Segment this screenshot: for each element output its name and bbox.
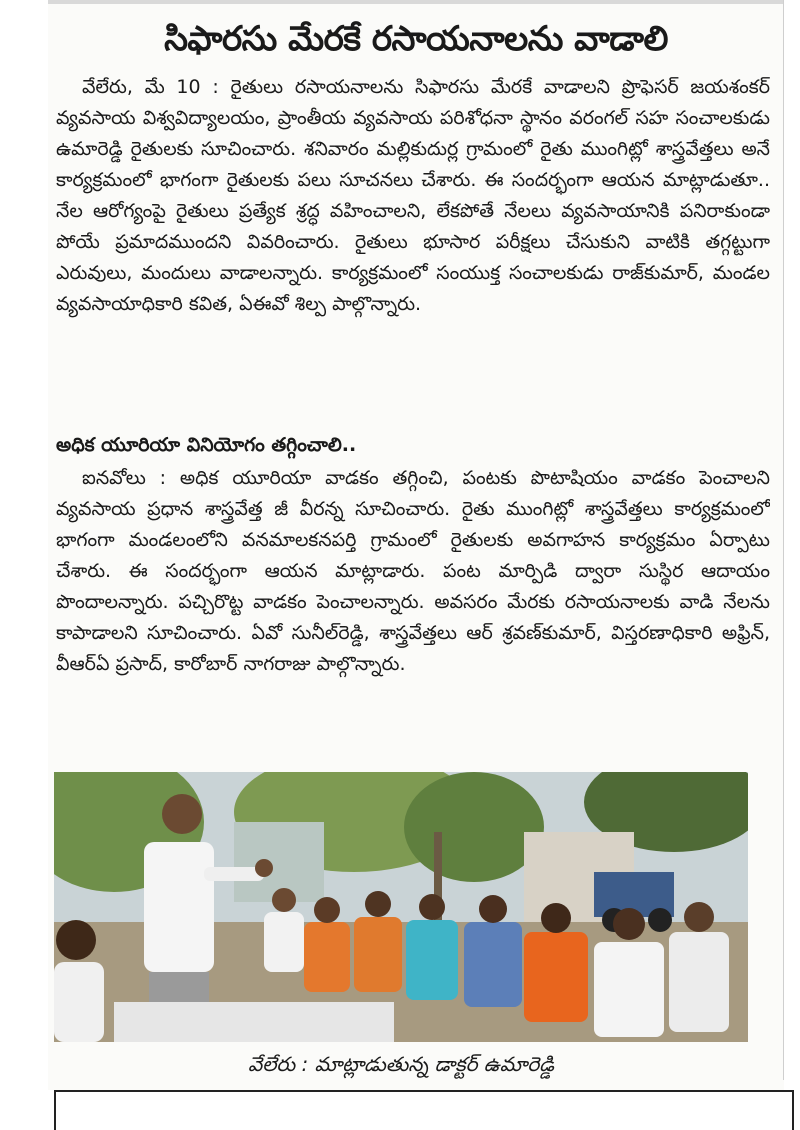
paragraph-text: వేలేరు, మే 10 : రైతులు రసాయనాలను సిఫారసు మేరకే వాడాలని ప్రొఫెసర్ జయశంకర్ వ్యవసాయ విశ్వవిద్యాలయం, ప్రాంతీయ వ్యవసాయ పరిశోధనా స్థానం వరంగల్ సహ సంచాలకుడు ఉమారెడ్డి రైతులకు సూచించారు. శనివారం మల్లికుదుర్ల గ్రామంలో రైతు ముంగిట్లో శాస్త్రవేత్తలు అనే కార్యక్రమంలో భాగంగా రైతులకు పలు సూచనలు చేశారు. ఈ సందర్భంగా ఆయన మాట్లాడుతూ.. నేల ఆరోగ్యంపై రైతులు ప్రత్యేక శ్రద్ధ వహించాలని, లేకపోతే నేలలు వ్యవసాయానికి పనిరాకుండా పోయే ప్రమాదముందని వివరించారు. రైతులు భూసార పరీక్షలు చేసుకుని వాటికి తగ్గట్టుగా ఎరువులు, మందులు వాడాలన్నారు. కార్యక్రమంలో సంయుక్త సంచాలకుడు రాజ్‌కుమార్, మండల వ్యవసాయాధికారి కవిత, ఏఈవో శిల్ప పాల్గొన్నారు. — [56, 76, 770, 315]
article-body-paragraph-1 — [56, 72, 770, 424]
top-divider — [48, 0, 784, 4]
paragraph-text: ఐనవోలు : అధిక యూరియా వాడకం తగ్గించి, పంటకు పొటాషియం వాడకం పెంచాలని వ్యవసాయ ప్రధాన శాస్త్రవేత్త జీ వీరన్న సూచించారు. రైతు ముంగిట్లో శాస్త్రవేత్తలు కార్యక్రమంలో భాగంగా మండలంలోని వనమాలకనపర్తి గ్రామంలో రైతులకు అవగాహన కార్యక్రమం ఏర్పాటు చేశారు. ఈ సందర్భంగా ఆయన మాట్లాడారు. పంట మార్పిడి ద్వారా సుస్థిర ఆదాయం పొందాలన్నారు. పచ్చిరొట్ట వాడకం పెంచాలన్నారు. అవసరం మేరకు రసాయనాలకు వాడి నేలను కాపాడాలని సూచించారు. ఏవో సునీల్‌రెడ్డి, శాస్త్రవేత్తలు ఆర్ శ్రవణ్‌కుమార్, విస్తరణాధికారి అఫ్రిన్, వీఆర్‌ఏ ప్రసాద్, కారోబార్ నాగరాజు పాల్గొన్నారు. — [56, 467, 770, 675]
article-headline: సిఫారసు మేరకే రసాయనాలను వాడాలి — [164, 19, 668, 59]
photo-caption: వేలేరు : మాట్లాడుతున్న డాక్టర్ ఉమారెడ్డి — [247, 1052, 554, 1076]
article-body-paragraph-2 — [56, 463, 770, 763]
article-subheading: అధిక యూరియా వినియోగం తగ్గించాలి.. — [56, 434, 357, 456]
column-divider — [783, 0, 784, 1080]
article-photo — [54, 772, 748, 1042]
next-article-border — [54, 1090, 794, 1130]
